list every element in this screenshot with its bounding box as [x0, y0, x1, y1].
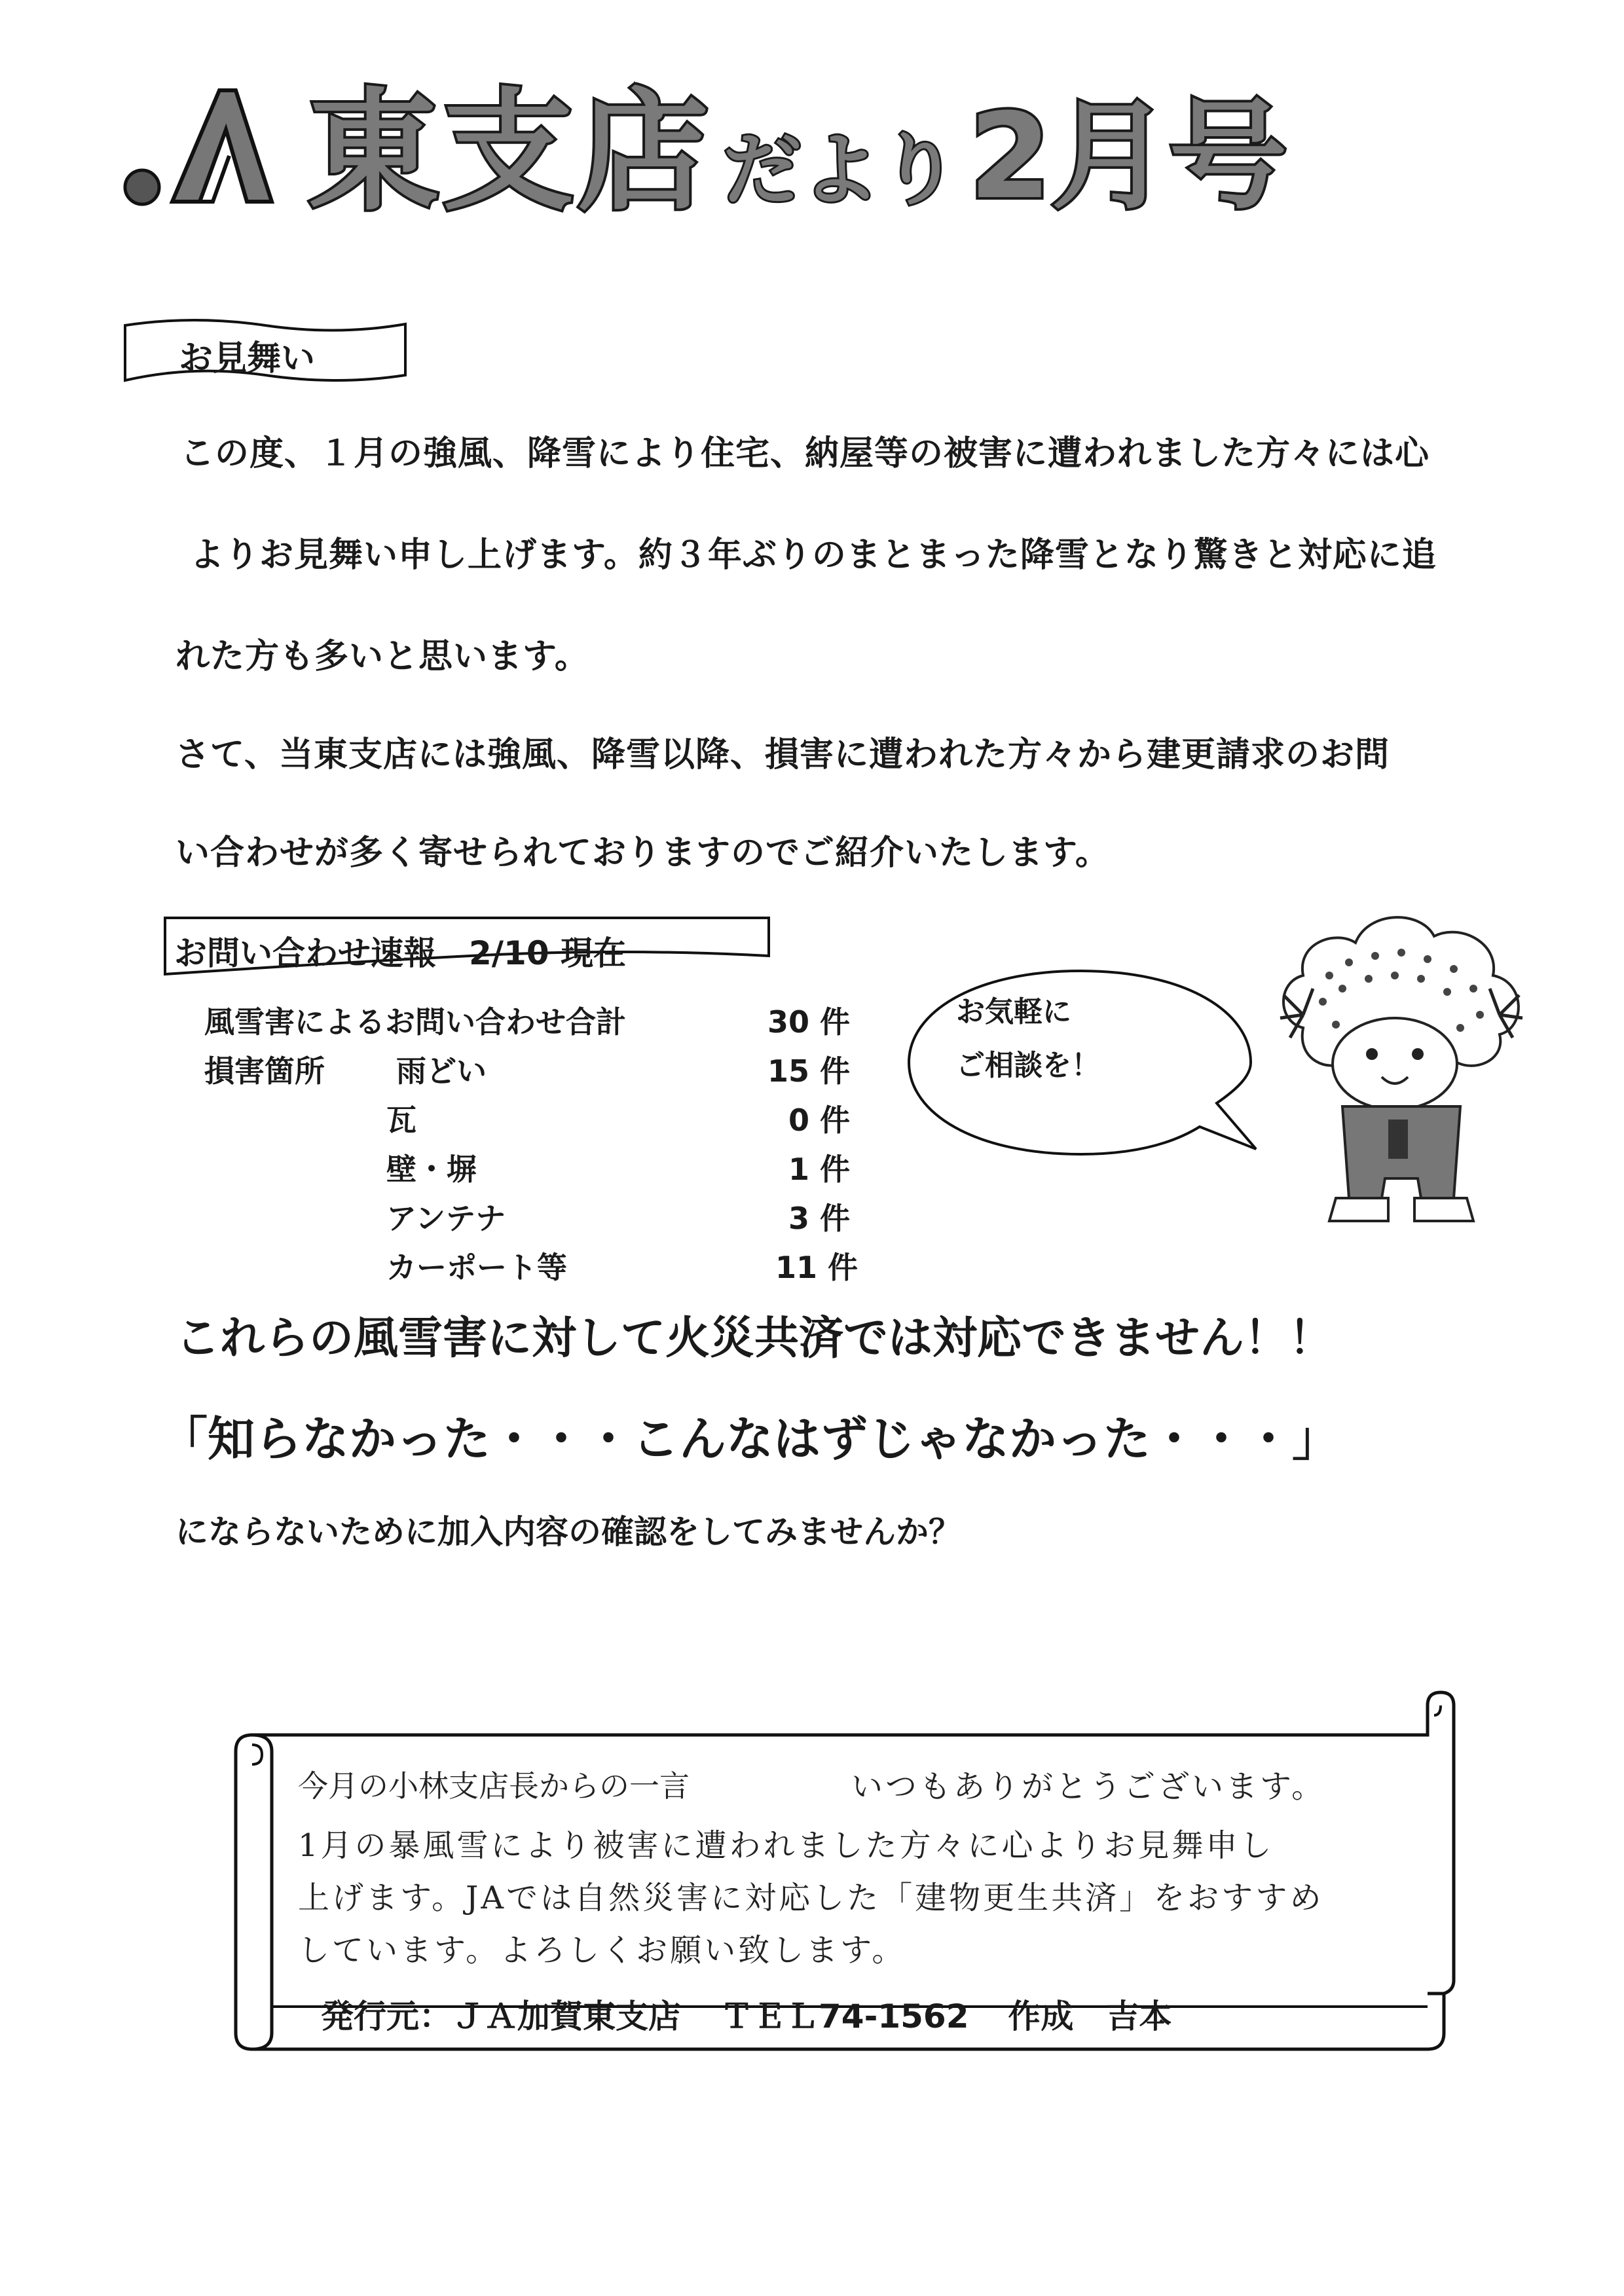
manager-message-line: 1月の暴風雪により被害に遭われました方々に心よりお見舞申し: [298, 1827, 1274, 1864]
inquiry-item-count: 1 件: [788, 1152, 850, 1187]
sympathy-banner-label: お見舞い: [179, 339, 316, 378]
inquiry-category-label: 損害箇所: [204, 1053, 325, 1089]
footer-publisher: 発行元：ＪＡ加賀東支店: [321, 1997, 681, 2035]
inquiry-item-count: 3 件: [788, 1201, 850, 1236]
inquiry-item-count: 0 件: [788, 1102, 850, 1138]
footer-tel: ＴＥＬ74-1562: [720, 1997, 969, 2035]
emphasis-line-3: にならないために加入内容の確認をしてみませんか？: [175, 1513, 961, 1551]
inquiry-banner-label: お問い合わせ速報 2/10 現在: [174, 934, 627, 972]
ja-logo: [121, 77, 298, 208]
sympathy-line-5: い合わせが多く寄せられておりますのでご紹介いたします。: [175, 833, 1110, 873]
inquiry-item-label: 壁・塀: [386, 1152, 477, 1187]
bubble-line-2: ご相談を！: [956, 1049, 1100, 1082]
inquiry-item-label: カーポート等: [386, 1250, 567, 1285]
inquiry-total-count: 30 件: [767, 1004, 850, 1040]
emphasis-line-1: これらの風雪害に対して火災共済では対応できません！！: [175, 1313, 1334, 1364]
sympathy-banner: [121, 318, 409, 390]
footer-author: 作成 吉本: [1008, 1997, 1172, 2035]
inquiry-item-count: 11 件: [775, 1250, 858, 1285]
manager-message-line: 上げます。JAでは自然災害に対応した「建物更生共済」をおすすめ: [298, 1880, 1324, 1916]
bubble-text: [956, 985, 1100, 1093]
manager-greeting: いつもありがとうございます。: [851, 1768, 1326, 1805]
title-sub: だより: [723, 125, 959, 216]
footer: [321, 1990, 1211, 2037]
sympathy-line-3: れた方も多いと思います。: [175, 637, 589, 676]
manager-message-line: しています。よろしくお願い致します。: [298, 1932, 906, 1969]
title-issue: 2月号: [969, 88, 1287, 225]
manager-message-heading: 今月の小林支店長からの一言: [298, 1768, 690, 1804]
inquiry-item-label: 雨どい: [396, 1053, 487, 1089]
newsletter-title: [308, 62, 1287, 228]
inquiry-item-label: アンテナ: [386, 1201, 506, 1236]
sympathy-line-2: よりお見舞い申し上げます。約３年ぶりのまとまった降雪となり驚きと対応に追: [190, 536, 1437, 575]
emphasis-line-2: 「知らなかった・・・こんなはずじゃなかった・・・」: [160, 1412, 1340, 1467]
sympathy-line-4: さて、当東支店には強風、降雪以降、損害に遭われた方々から建更請求のお問: [175, 735, 1390, 774]
inquiry-total-label: 風雪害によるお問い合わせ合計: [204, 1004, 626, 1040]
inquiry-item-count: 15 件: [767, 1053, 850, 1089]
bubble-line-1: お気軽に: [956, 995, 1071, 1029]
title-main: 東支店: [308, 76, 713, 228]
mascot-tree-illustration: [1264, 897, 1539, 1237]
inquiry-item-label: 瓦: [386, 1102, 416, 1138]
sympathy-line-1: この度、１月の強風、降雪により住宅、納屋等の被害に遭われました方々には心: [180, 434, 1430, 473]
inquiry-banner: [162, 915, 773, 979]
